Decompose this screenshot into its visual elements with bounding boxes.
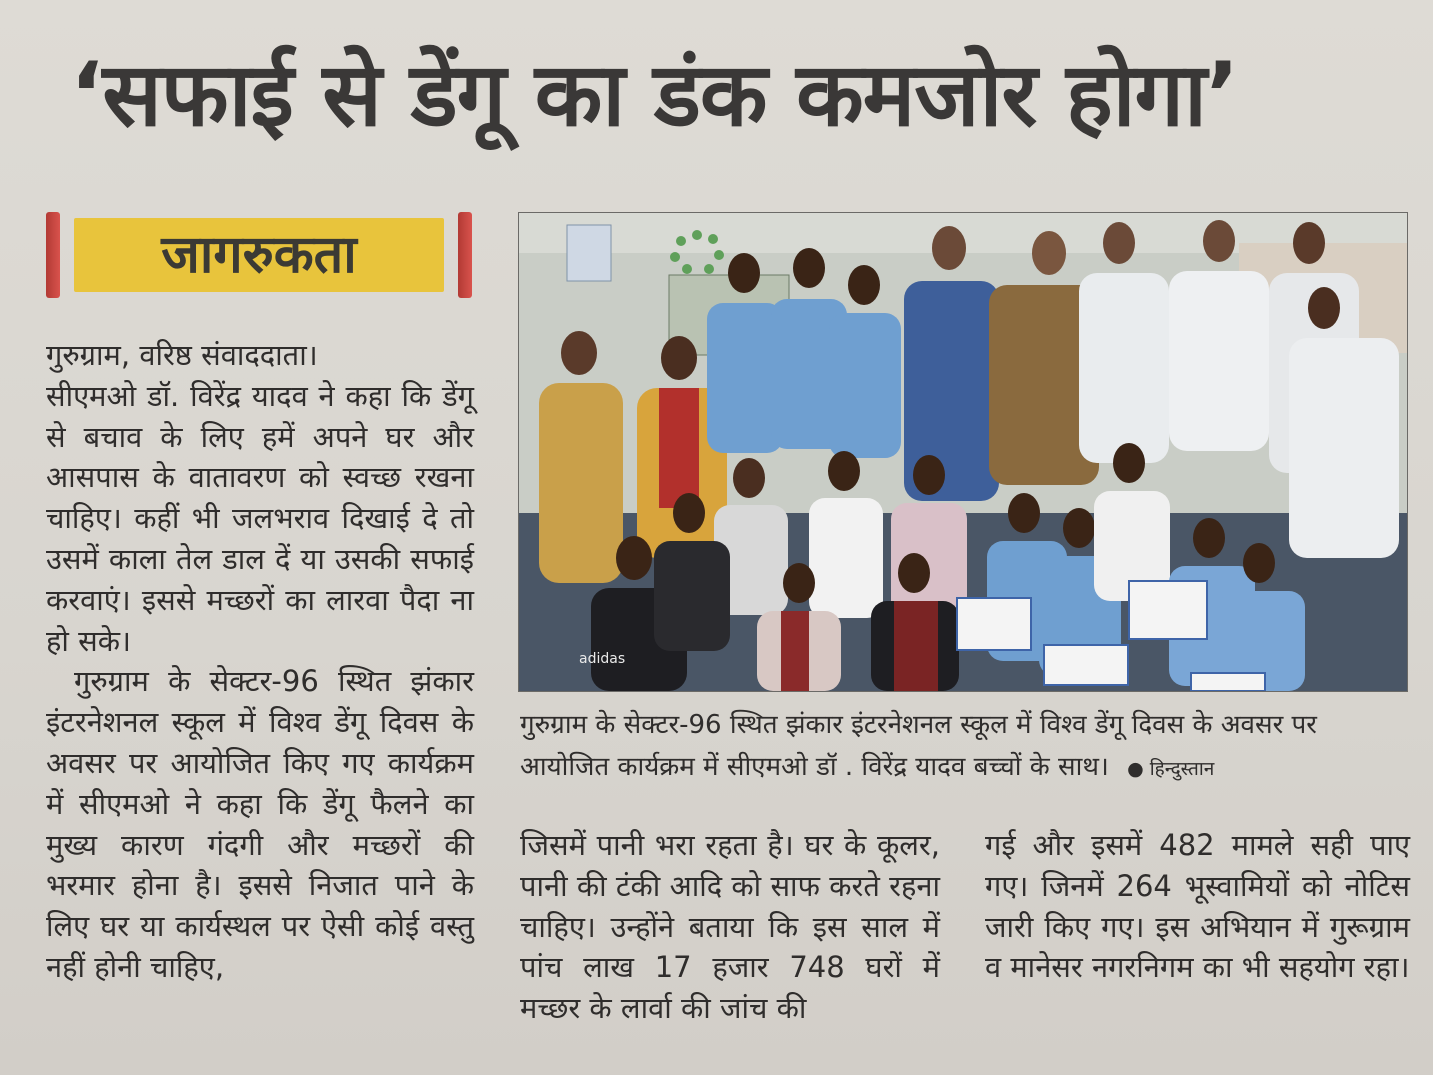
- headline: ‘सफाई से डेंगू का डंक कमजोर होगा’: [70, 43, 1239, 146]
- article-column-2: [520, 825, 940, 1029]
- news-photo: [518, 212, 1408, 692]
- wall-poster: [567, 225, 611, 281]
- article-paragraph-2: गुरुग्राम के सेक्टर-96 स्थित झंकार इंटरनेशनल स्कूल में विश्व डेंगू दिवस के अवसर पर आयोजित किए गए कार्यक्रम में सीएमओ ने कहा कि डेंगू फैलने का मुख्य कारण गंदगी और मच्छरों की भरमार होना है। इससे निजात पाने के लिए घर या कार्यस्थल पर ऐसी कोई वस्तु नहीं होनी चाहिए,: [46, 664, 474, 984]
- column-2-text: जिसमें पानी भरा रहता है। घर के कूलर, पानी की टंकी आदि को साफ करते रहना चाहिए। उन्होंने बताया कि इस साल में पांच लाख 17 हजार 748 घरों में मच्छर के लार्वा की जांच की: [520, 828, 940, 1026]
- article-column-1: [46, 335, 474, 988]
- section-tag: [46, 212, 472, 298]
- article-paragraph-1: सीएमओ डॉ. विरेंद्र यादव ने कहा कि डेंगू से बचाव के लिए हमें अपने घर और आसपास के वातावरण को स्वच्छ रखना चाहिए। कहीं भी जलभराव दिखाई दे तो उसमें काला तेल डाल दें या उसकी सफाई करवाएं। इससे मच्छरों का लारवा पैदा ना हो सके।: [46, 378, 474, 658]
- tag-bar-right: [458, 212, 472, 298]
- dateline: गुरुग्राम, वरिष्ठ संवाददाता।: [46, 338, 318, 372]
- shirt-print: adidas: [579, 651, 626, 667]
- tag-bar-left: [46, 212, 60, 298]
- group-photo-illustration: [519, 213, 1407, 691]
- photo-credit: ● हिन्दुस्तान: [1127, 758, 1215, 780]
- photo-caption: [520, 704, 1410, 790]
- caption-text: गुरुग्राम के सेक्टर-96 स्थित झंकार इंटरनेशनल स्कूल में विश्व डेंगू दिवस के अवसर पर आयोजित कार्यक्रम में सीएमओ डॉ . विरेंद्र यादव बच्चों के साथ।: [520, 710, 1317, 782]
- article-column-3: [985, 825, 1410, 988]
- column-3-text: गई और इसमें 482 मामले सही पाए गए। जिनमें 264 भूस्वामियों को नोटिस जारी किए गए। इस अभियान में गुरूग्राम व मानेसर नगरनिगम का भी सहयोग रहा।: [985, 828, 1410, 985]
- section-tag-label: जागरुकता: [161, 225, 357, 285]
